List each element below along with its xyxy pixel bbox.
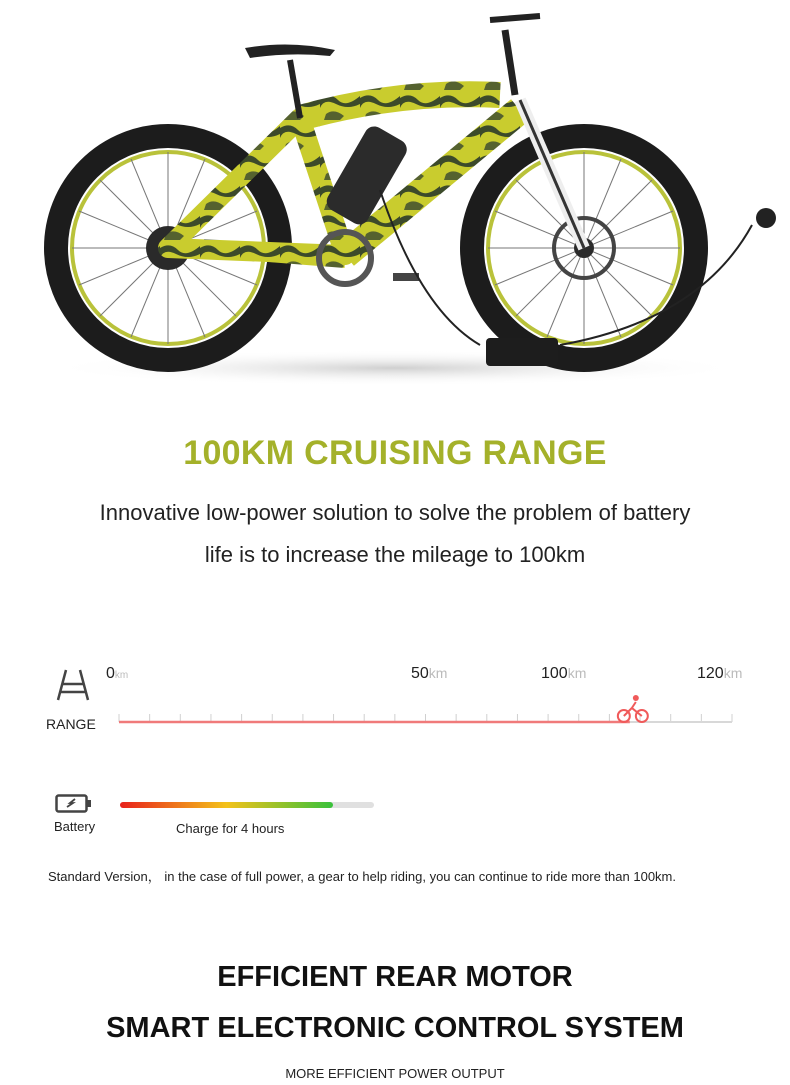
tick-label-50: 50km <box>411 665 448 682</box>
standard-version-note: Standard Version， in the case of full power, a gear to help riding, you can continue to ride more than 100km. <box>48 869 676 884</box>
tick-label-0: 0km <box>106 665 129 682</box>
power-output-caption: MORE EFFICIENT POWER OUTPUT <box>285 1066 505 1081</box>
headline: 100KM CRUISING RANGE <box>183 434 607 472</box>
description-line-1: Innovative low-power solution to solve the problem of battery <box>99 500 691 525</box>
road-icon <box>56 668 90 702</box>
cyclist-icon <box>618 695 648 722</box>
battery-icon <box>55 793 93 815</box>
range-track <box>115 690 740 730</box>
description-line-2: life is to increase the mileage to 100km <box>204 542 586 567</box>
battery-label: Battery <box>54 819 96 834</box>
motor-title: EFFICIENT REAR MOTOR <box>217 961 573 993</box>
charge-label: Charge for 4 hours <box>176 821 285 836</box>
tick-label-100: 100km <box>541 665 587 682</box>
charge-bar-fill <box>120 802 333 808</box>
charge-bar <box>120 802 374 808</box>
range-label: RANGE <box>46 716 96 732</box>
control-title: SMART ELECTRONIC CONTROL SYSTEM <box>106 1012 684 1044</box>
tick-label-120: 120km <box>697 665 743 682</box>
ebike-image <box>0 0 790 400</box>
